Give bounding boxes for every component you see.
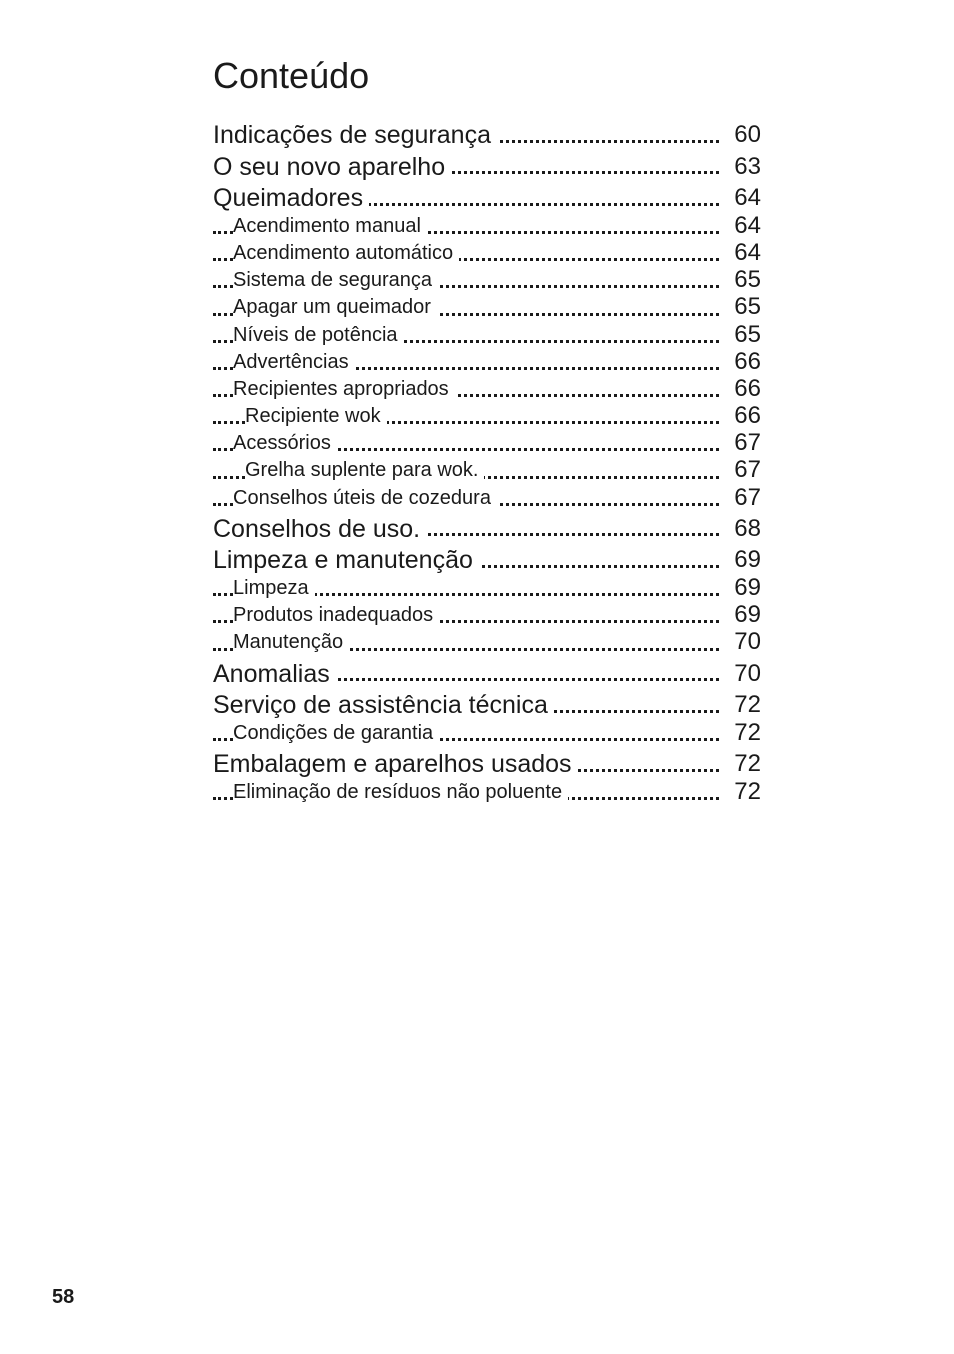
page-number: 58 (52, 1286, 75, 1308)
toc-entry[interactable] (213, 322, 761, 349)
toc-entry-label: Limpeza (233, 577, 315, 599)
toc-entry[interactable] (213, 403, 761, 430)
toc-entry-page: 68 (728, 512, 761, 544)
toc-entry-page: 65 (728, 322, 761, 348)
toc-entry[interactable] (213, 240, 761, 267)
toc-entry-label: Acendimento manual (233, 215, 427, 237)
toc-entry-page: 64 (728, 213, 761, 239)
toc-entry[interactable] (213, 779, 761, 806)
toc-entry-label: Anomalias (213, 660, 336, 688)
toc-entry-page: 72 (728, 779, 761, 805)
toc-entry-page: 63 (728, 150, 761, 182)
toc-entry-page: 64 (728, 240, 761, 266)
toc-entry-label: Indicações de segurança (213, 121, 497, 149)
toc-entry-page: 67 (728, 430, 761, 456)
toc-entry-page: 65 (728, 294, 761, 320)
toc-entry-label: Conselhos úteis de cozedura (233, 487, 497, 509)
toc-entry-label: Sistema de segurança (233, 269, 438, 291)
toc-entry[interactable] (213, 150, 761, 182)
toc-entry-label: Condições de garantia (233, 722, 439, 744)
toc-entry[interactable] (213, 602, 761, 629)
toc-entry-page: 66 (728, 349, 761, 375)
toc-entry-label: Conselhos de uso. (213, 515, 426, 543)
toc-entry-page: 70 (728, 657, 761, 689)
toc-entry-label: O seu novo aparelho (213, 153, 451, 181)
toc-entry-page: 64 (728, 181, 761, 213)
toc-entry-label: Embalagem e aparelhos usados (213, 750, 578, 778)
toc-entry-page: 69 (728, 575, 761, 601)
toc-entry[interactable] (213, 376, 761, 403)
toc-entry-label: Recipiente wok (245, 405, 387, 427)
toc-entry[interactable] (213, 349, 761, 376)
toc-entry[interactable] (213, 720, 761, 747)
toc-entry[interactable] (213, 181, 761, 213)
toc-entry-page: 60 (728, 118, 761, 150)
toc-entry-label: Grelha suplente para wok. (245, 459, 484, 481)
toc-entry-page: 72 (728, 688, 761, 720)
toc-entry[interactable] (213, 575, 761, 602)
toc-entry-label: Queimadores (213, 184, 369, 212)
toc-entry[interactable] (213, 688, 761, 720)
toc-entry-label: Acessórios (233, 432, 337, 454)
toc-entry-label: Apagar um queimador (233, 296, 437, 318)
toc-entry[interactable] (213, 543, 761, 575)
toc-entry-page: 72 (728, 720, 761, 746)
toc-entry-label: Eliminação de resíduos não poluente (233, 781, 568, 803)
table-of-contents (213, 118, 761, 806)
toc-entry-page: 69 (728, 543, 761, 575)
toc-entry[interactable] (213, 267, 761, 294)
toc-entry-label: Recipientes apropriados (233, 378, 455, 400)
toc-entry[interactable] (213, 213, 761, 240)
toc-entry-label: Níveis de potência (233, 324, 404, 346)
toc-entry[interactable] (213, 512, 761, 544)
toc-entry-page: 67 (728, 485, 761, 511)
toc-entry[interactable] (213, 485, 761, 512)
toc-entry[interactable] (213, 430, 761, 457)
toc-entry-page: 66 (728, 376, 761, 402)
toc-entry[interactable] (213, 747, 761, 779)
toc-entry-page: 70 (728, 629, 761, 655)
page-title: Conteúdo (213, 55, 370, 96)
toc-entry-label: Serviço de assistência técnica (213, 691, 554, 719)
toc-entry-label: Advertências (233, 351, 355, 373)
toc-entry[interactable] (213, 118, 761, 150)
toc-entry-page: 65 (728, 267, 761, 293)
toc-entry-label: Manutenção (233, 631, 349, 653)
toc-entry-page: 66 (728, 403, 761, 429)
toc-entry-page: 69 (728, 602, 761, 628)
toc-entry[interactable] (213, 629, 761, 656)
toc-entry[interactable] (213, 657, 761, 689)
toc-entry-label: Limpeza e manutenção (213, 546, 479, 574)
toc-entry-label: Acendimento automático (233, 242, 459, 264)
toc-entry-page: 72 (728, 747, 761, 779)
toc-entry[interactable] (213, 294, 761, 321)
toc-entry-label: Produtos inadequados (233, 604, 439, 626)
toc-entry[interactable] (213, 457, 761, 484)
toc-entry-page: 67 (728, 457, 761, 483)
